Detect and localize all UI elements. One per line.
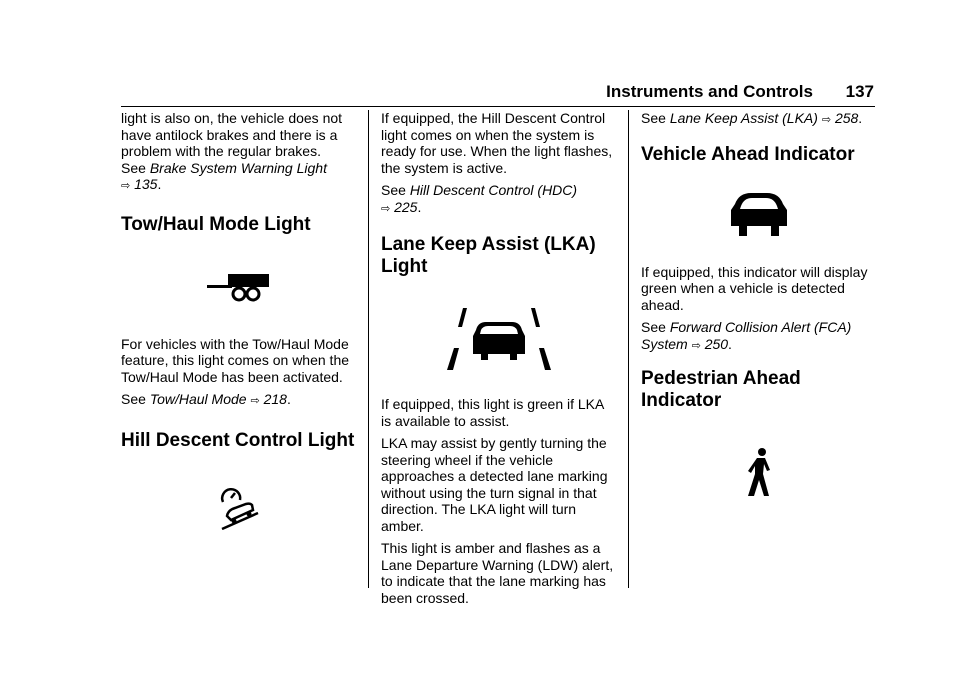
page-ref-arrow-icon: ⇨: [381, 202, 391, 215]
hill-descent-reference[interactable]: Hill Descent Control (HDC): [409, 182, 578, 198]
page-ref-arrow-icon: ⇨: [691, 339, 701, 352]
tow-haul-paragraph: For vehicles with the Tow/Haul Mode feature, this light comes on when the Tow/Haul Mode has been activated.: [121, 335, 350, 385]
column-2: [381, 110, 616, 612]
column-divider: [628, 110, 629, 588]
vehicle-ahead-page-reference[interactable]: 250: [704, 335, 729, 352]
lka-heading: Lane Keep Assist (LKA) Light: [381, 234, 596, 277]
column-1: [121, 110, 356, 530]
header-rule: [121, 106, 875, 107]
page-ref-arrow-icon: ⇨: [121, 180, 131, 192]
pedestrian-icon: [741, 448, 777, 498]
page-ref-arrow-icon: ⇨: [250, 395, 260, 407]
lka-page-reference[interactable]: 258: [834, 110, 859, 126]
lka-paragraph-3: This light is amber and flashes as a Lane Departure Warning (LDW) alert, to indicate that the lane marking has been crossed.: [381, 540, 614, 606]
column-divider: [368, 110, 369, 588]
hill-descent-see-also: See Hill Descent Control (HDC) ⇨ 225.: [381, 182, 578, 215]
trailer-icon: [207, 274, 271, 304]
lka-paragraph-1: If equipped, this light is green if LKA is available to assist.: [381, 396, 604, 429]
vehicle-ahead-paragraph: If equipped, this indicator will display green when a vehicle is detected ahead.: [641, 263, 868, 313]
vehicle-ahead-reference[interactable]: Forward Collision Alert (FCA) System: [641, 319, 852, 352]
tow-haul-page-reference[interactable]: 218: [263, 391, 287, 407]
brake-warning-reference[interactable]: Brake System Warning Light: [149, 159, 327, 176]
section-title: Instruments and Controls: [606, 82, 813, 101]
page-header: [121, 82, 875, 104]
hill-descent-heading: Hill Descent Control Light: [121, 429, 355, 451]
tow-haul-reference[interactable]: Tow/Haul Mode: [149, 391, 247, 407]
lane-keep-assist-icon: [446, 306, 552, 372]
vehicle-ahead-see-also: See Forward Collision Alert (FCA) System ⇨ 250.: [641, 319, 852, 352]
page-ref-arrow-icon: ⇨: [821, 114, 832, 126]
brake-page-reference[interactable]: 135: [134, 176, 158, 192]
lka-see-also: See Lane Keep Assist (LKA) ⇨ 258.: [641, 110, 863, 126]
vehicle-ahead-icon: [729, 190, 789, 238]
hill-descent-paragraph: If equipped, the Hill Descent Control light comes on when the system is ready for use. When the light flashes, the system is active.: [381, 110, 613, 176]
hill-descent-icon: [219, 486, 259, 530]
lka-paragraph-2: LKA may assist by gently turning the steering wheel if the vehicle approaches a detected lane marking without using the turn signal in that direction. The LKA light will turn amber.: [381, 435, 608, 534]
tow-haul-heading: Tow/Haul Mode Light: [121, 213, 311, 235]
hill-descent-page-reference[interactable]: 225: [394, 198, 418, 215]
pedestrian-ahead-heading: Pedestrian Ahead Indicator: [641, 368, 801, 411]
brake-intro-paragraph: light is also on, the vehicle does not have antilock brakes and there is a problem with the regular brakes. See Brake System Warning Light ⇨ 135.: [121, 110, 343, 192]
column-3: [641, 110, 876, 498]
lka-reference[interactable]: Lane Keep Assist (LKA): [669, 110, 818, 126]
page-number: 137: [845, 82, 874, 101]
vehicle-ahead-heading: Vehicle Ahead Indicator: [641, 143, 855, 165]
tow-haul-see-also: See Tow/Haul Mode ⇨ 218.: [121, 391, 291, 407]
